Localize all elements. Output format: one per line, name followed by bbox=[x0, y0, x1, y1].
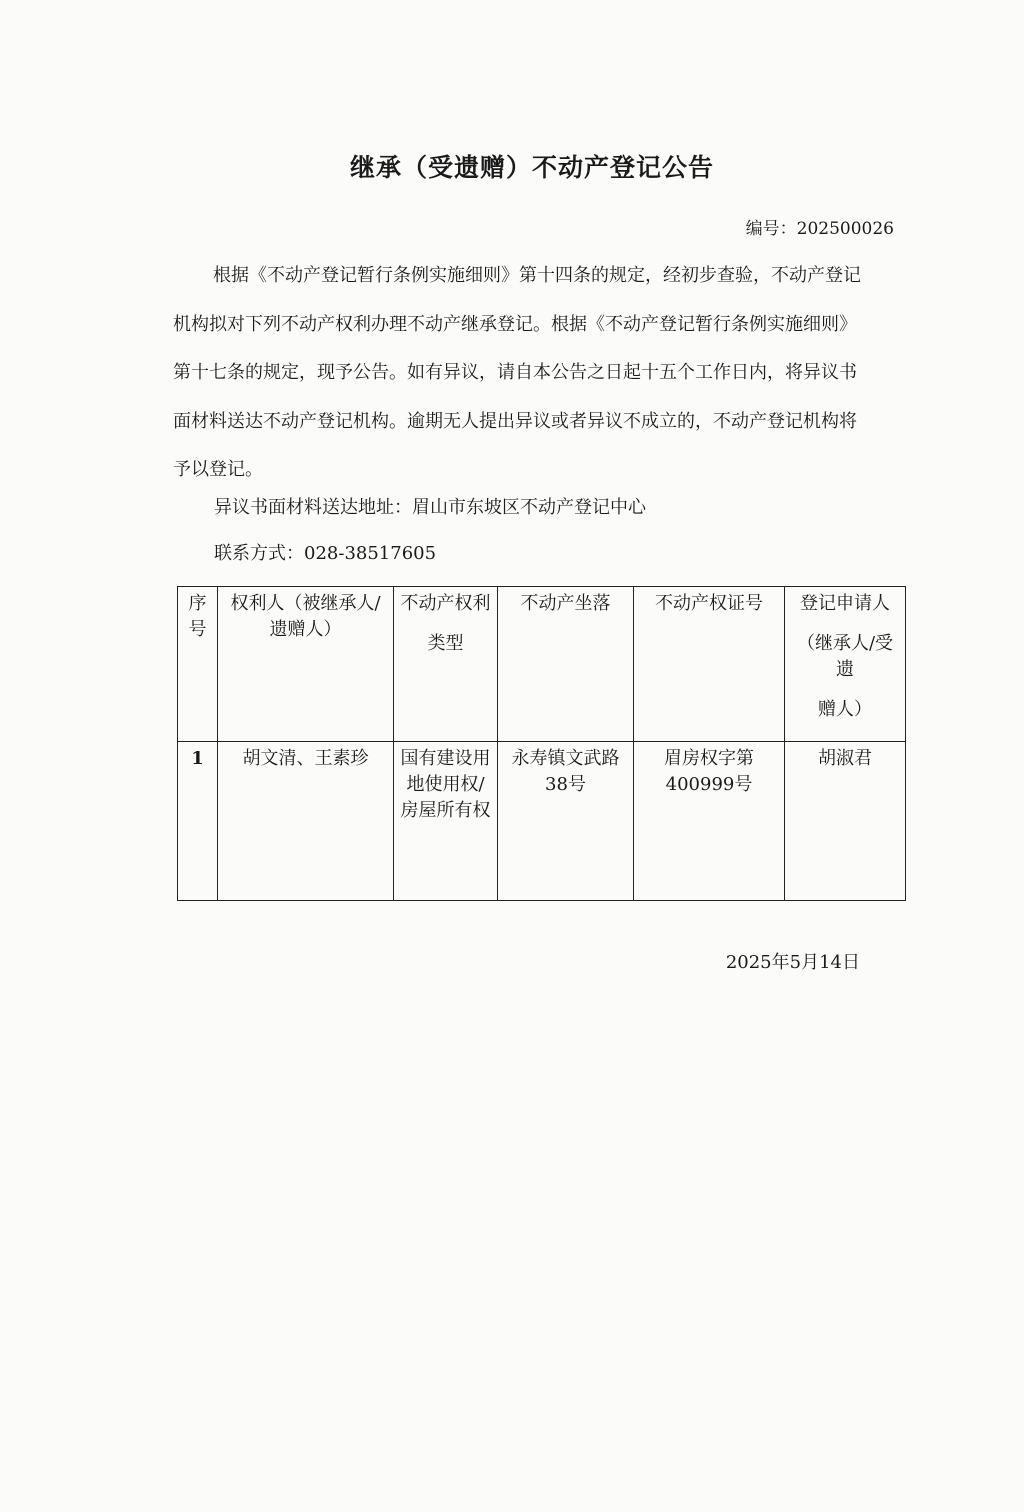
table-row bbox=[178, 742, 906, 901]
notice-paragraph: 根据《不动产登记暂行条例实施细则》第十四条的规定，经初步查验，不动产登记机构拟对下列不动产权利办理不动产继承登记。根据《不动产登记暂行条例实施细则》第十七条的规定，现予公告。如有异议，请自本公告之日起十五个工作日内，将异议书面材料送达不动产登记机构。逾期无人提出异议或者异议不成立的，不动产登记机构将予以登记。 bbox=[173, 265, 861, 480]
cell-applicant: 胡淑君 bbox=[785, 742, 906, 901]
header-holder: 权利人（被继承人/遗赠人） bbox=[218, 587, 394, 742]
header-cert-no: 不动产权证号 bbox=[634, 587, 785, 742]
header-right-type: 不动产权利 类型 bbox=[394, 587, 498, 742]
cell-seq: 1 bbox=[178, 742, 218, 901]
contact-info: 联系方式：028-38517605 bbox=[214, 543, 437, 564]
cell-location: 永寿镇文武路38号 bbox=[498, 742, 634, 901]
announcement-date: 2025年5月14日 bbox=[725, 952, 860, 973]
cell-right-type: 国有建设用地使用权/房屋所有权 bbox=[394, 742, 498, 901]
registration-table bbox=[177, 586, 906, 901]
header-seq: 序号 bbox=[178, 587, 218, 742]
objection-address: 异议书面材料送达地址：眉山市东坡区不动产登记中心 bbox=[214, 497, 646, 518]
header-applicant: 登记申请人 （继承人/受遗 赠人） bbox=[785, 587, 906, 742]
cell-cert-no: 眉房权字第400999号 bbox=[634, 742, 785, 901]
table-header-row bbox=[178, 587, 906, 742]
page-title: 继承（受遗赠）不动产登记公告 bbox=[349, 153, 714, 182]
cell-holder: 胡文清、王素珍 bbox=[218, 742, 394, 901]
header-location: 不动产坐落 bbox=[498, 587, 634, 742]
document-number: 编号：202500026 bbox=[745, 219, 894, 239]
